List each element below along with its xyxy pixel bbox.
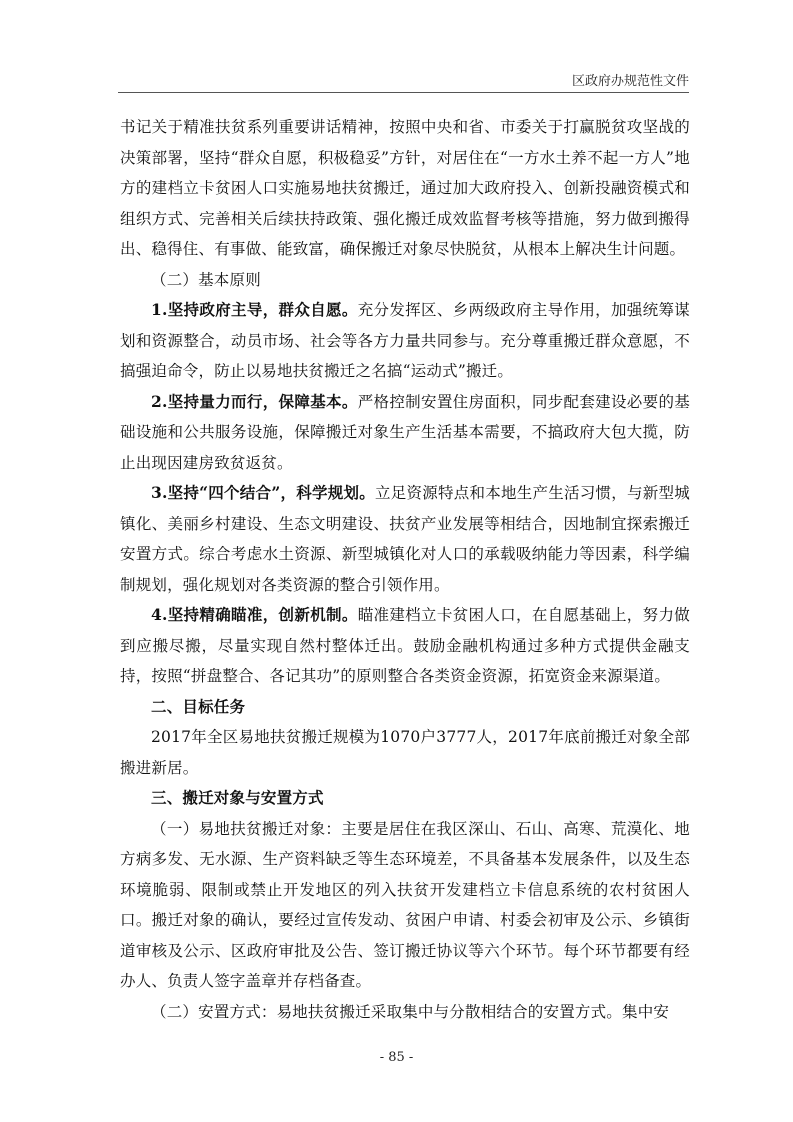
paragraph-text: 立足资源特点和本地生产生活习惯，与新型城镇化、美丽乡村建设、生态文明建设、扶贫产业发展等相结合，因地制宜探索搬迁安置方式。综合考虑水土资源、新型城镇化对人口的承载吸纳能力等因素，科学编制规划，强化规划对各类资源的整合引领作用。 <box>120 484 690 594</box>
paragraph <box>120 478 690 600</box>
paragraph: （二）安置方式：易地扶贫搬迁采取集中与分散相结合的安置方式。集中安 <box>151 1002 670 1021</box>
section-heading: （二）基本原则 <box>151 270 261 289</box>
section-heading: 二、目标任务 <box>151 696 246 716</box>
page-header <box>118 66 689 93</box>
paragraph <box>120 295 690 387</box>
paragraph-lead: 3.坚持“四个结合”，科学规划。 <box>151 483 375 502</box>
paragraph <box>120 600 690 692</box>
header-title: 区政府办规范性文件 <box>571 74 689 89</box>
section-heading: 三、搬迁对象与安置方式 <box>151 788 324 807</box>
paragraph: （一）易地扶贫搬迁对象：主要是居住在我区深山、石山、高寒、荒漠化、地方病多发、无水源、生产资料缺乏等生态环境差，不具备基本发展条件，以及生态环境脆弱、限制或禁止开发地区的列入扶贫开发建档立卡信息系统的农村贫困人口。搬迁对象的确认，要经过宣传发动、贫困户申请、村委会初审及公示、乡镇街道审核及公示、区政府审批及公告、签订搬迁协议等六个环节。每个环节都要有经办人、负责人签字盖章并存档备查。 <box>120 819 690 990</box>
paragraph-lead: 4.坚持精确瞄准，创新机制。 <box>151 605 358 624</box>
paragraph-text: 严格控制安置住房面积，同步配套建设必要的基础设施和公共服务设施，保障搬迁对象生产生活基本需要，不搞政府大包大揽，防止出现因建房致贫返贫。 <box>120 392 691 472</box>
paragraph-text: 充分发挥区、乡两级政府主导作用，加强统筹谋划和资源整合，动员市场、社会等各方力量共同参与。充分尊重搬迁群众意愿，不搞强迫命令，防止以易地扶贫搬迁之名搞“运动式”搬迁。 <box>120 301 691 380</box>
paragraph: 2017年全区易地扶贫搬迁规模为1070户3777人，2017年底前搬迁对象全部搬进新居。 <box>120 728 690 777</box>
paragraph <box>120 387 690 479</box>
paragraph-lead: 2.坚持量力而行，保障基本。 <box>151 391 358 411</box>
page-number: - 85 - <box>379 1050 414 1065</box>
document-body <box>120 112 690 1027</box>
paragraph-text: 瞄准建档立卡贫困人口，在自愿基础上，努力做到应搬尽搬，尽量实现自然村整体迁出。鼓励金融机构通过多种方式提供金融支持，按照“拼盘整合、各记其功”的原则整合各类资金资源，拓宽资金来源渠道。 <box>120 606 691 685</box>
paragraph: 书记关于精准扶贫系列重要讲话精神，按照中央和省、市委关于打赢脱贫攻坚战的决策部署，坚持“群众自愿，积极稳妥”方针，对居住在“一方水土养不起一方人”地方的建档立卡贫困人口实施易地扶贫搬迁，通过加大政府投入、创新投融资模式和组织方式、完善相关后续扶持政策、强化搬迁成效监督考核等措施，努力做到搬得出、稳得住、有事做、能致富，确保搬迁对象尽快脱贫，从根本上解决生计问题。 <box>120 118 690 258</box>
paragraph-lead: 1.坚持政府主导，群众自愿。 <box>151 300 358 319</box>
